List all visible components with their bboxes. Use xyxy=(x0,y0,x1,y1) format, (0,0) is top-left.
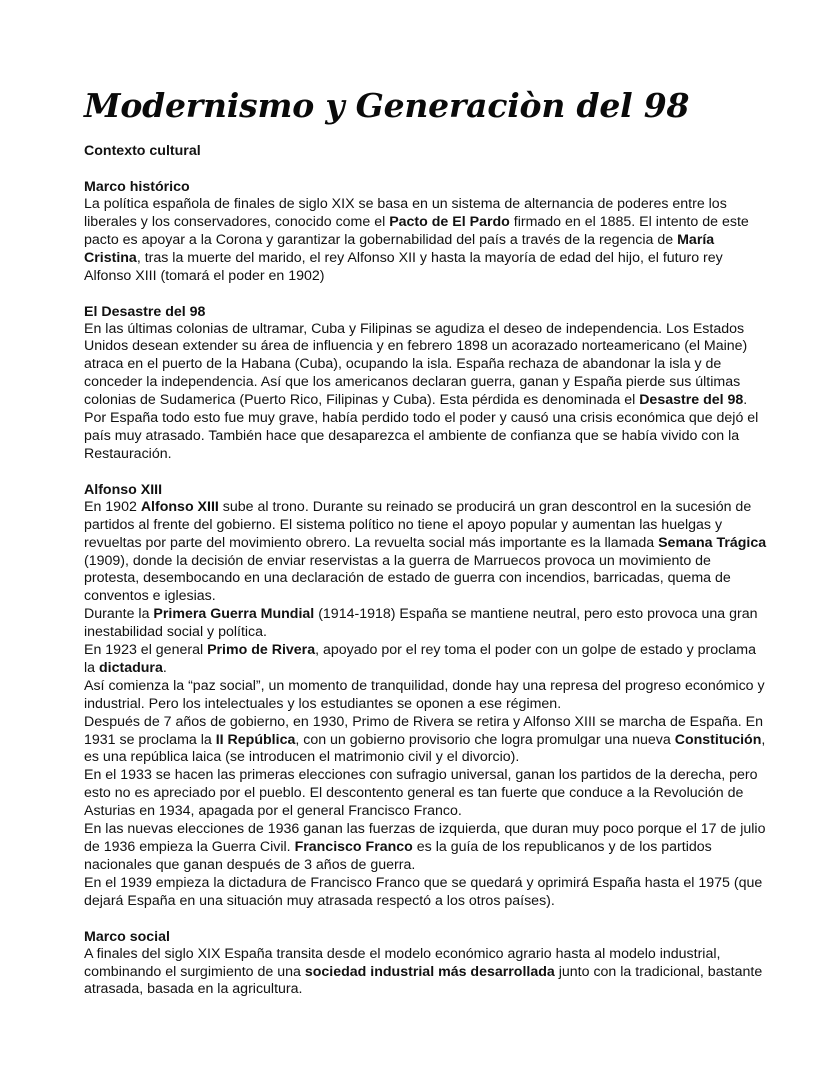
text-run: Así comienza la “paz social”, un momento de tranquilidad, donde hay una represa del progreso económico y industrial. Pero los intelectuales y los estudiantes se oponen a ese régimen. xyxy=(84,677,765,712)
bold-term: II República xyxy=(215,731,296,748)
paragraph xyxy=(84,499,768,606)
bold-term: Desastre del 98 xyxy=(639,392,744,409)
context-heading: Contexto cultural xyxy=(84,143,201,159)
paragraph xyxy=(84,714,768,768)
text-run: Durante la xyxy=(84,606,154,623)
bold-term: Primo de Rivera xyxy=(207,642,316,659)
text-run: es la guía de los republicanos y de los partidos nacionales que ganan después de 3 años de guerra. xyxy=(84,839,712,873)
text-run: . Por España todo esto fue muy grave, había perdido todo el poder y causó una crisis económica que dejó el país muy atrasado. También hace que desaparezca el ambiente de confianza que se había vivido con la Restauración. xyxy=(84,392,759,462)
text-run: (1909), donde la decisión de enviar reservistas a la guerra de Marruecos provoca un movimiento de protesta, desembocando en una declaración de estado de guerra con incendios, barricadas, quema de conventos e iglesias. xyxy=(84,552,731,605)
text-run: En 1923 el general xyxy=(84,642,208,659)
bold-term: Alfonso XIII xyxy=(140,498,219,515)
text-run: En las nuevas elecciones de 1936 ganan las fuerzas de izquierda, que duran muy poco porque el 17 de julio de 1936 empieza la Guerra Civil. xyxy=(84,821,766,855)
text-run: En las últimas colonias de ultramar, Cuba y Filipinas se agudiza el deseo de independencia. Los Estados Unidos desean extender su área de influencia y en febrero 1898 un acorazado norteamericano (el Maine) atraca en el puerto de la Habana (Cuba), ocupando la isla. España rechaza de abandonar la isla y de conceder la independencia. Así que los americanos declaran guerra, ganan y España pierde sus últimas colonias de Sudamerica (Puerto Rico, Filipinas y Cuba). Esta pérdida es denominada el xyxy=(84,320,748,409)
paragraph xyxy=(84,875,768,911)
text-run: . xyxy=(162,659,167,676)
text-run: En el 1933 se hacen las primeras elecciones con sufragio universal, ganan los partidos de la derecha, pero esto no es apreciado por el pueblo. El descontento general es tan fuerte que conduce a la Revolución de Asturias en 1934, apagada por el general Francisco Franco. xyxy=(84,767,758,820)
section-marco-social xyxy=(84,928,768,1000)
text-run: , con un gobierno provisorio che logra promulgar una nueva xyxy=(295,731,675,748)
section-el-desastre-del-98 xyxy=(84,303,768,464)
text-run: En 1902 xyxy=(84,498,141,515)
section-heading: Marco social xyxy=(84,928,170,945)
paragraph xyxy=(84,606,768,642)
text-run: , tras la muerte del marido, el rey Alfonso XII y hasta la mayoría de edad del hijo, el futuro rey Alfonso XIII (tomará el poder en 1902) xyxy=(84,249,723,284)
text-run: Después de 7 años de gobierno, en 1930, Primo de Rivera se retira y Alfonso XIII se marcha de España. En 1931 se proclama la xyxy=(84,713,764,748)
text-run: sube al trono. Durante su reinado se producirá un gran descontrol en la sucesión de partidos al frente del gobierno. El sistema político no tiene el apoyo popular y aumentan las huelgas y revueltas por parte del movimiento obrero. La revuelta social más importante es la llamada xyxy=(84,498,752,551)
text-run: junto con la tradicional, bastante atrasada, basada en la agricultura. xyxy=(84,963,763,998)
text-run: (1914-1918) España se mantiene neutral, pero esto provoca una gran inestabilidad social y política. xyxy=(84,606,758,641)
text-run: La política española de finales de siglo XIX se basa en un sistema de alternancia de poderes entre los liberales y los conservadores, conocido come el xyxy=(84,196,727,230)
paragraph xyxy=(84,767,768,821)
section-heading: El Desastre del 98 xyxy=(84,303,206,320)
bold-term: Constitución xyxy=(674,731,762,748)
bold-term: Primera Guerra Mundial xyxy=(153,606,315,623)
text-run: , apoyado por el rey toma el poder con un golpe de estado y proclama la xyxy=(84,642,756,676)
bold-term: sociedad industrial más desarrollada xyxy=(304,963,555,980)
paragraph xyxy=(84,946,768,1000)
text-run: En el 1939 empieza la dictadura de Francisco Franco que se quedará y oprimirá España hasta el 1975 (que dejará España en una situación muy atrasada respectó a los otros países). xyxy=(84,874,763,909)
bold-term: Semana Trágica xyxy=(658,534,767,551)
paragraph xyxy=(84,321,768,464)
paragraph xyxy=(84,196,768,286)
paragraph xyxy=(84,821,768,875)
paragraph xyxy=(84,678,768,714)
section-marco-histórico xyxy=(84,178,768,286)
bold-term: dictadura xyxy=(98,659,163,676)
paragraph xyxy=(84,642,768,678)
document-body xyxy=(84,178,768,999)
bold-term: María Cristina xyxy=(84,231,715,266)
section-heading: Alfonso XIII xyxy=(84,481,163,498)
text-run: A finales del siglo XIX España transita desde el modelo económico agrario hasta al modelo industrial, combinando el surgimiento de una xyxy=(84,945,721,980)
section-heading: Marco histórico xyxy=(84,179,190,195)
text-run: , es una república laica (se introducen el matrimonio civil y el divorcio). xyxy=(84,731,766,766)
bold-term: Francisco Franco xyxy=(294,839,413,855)
section-alfonso-xiii xyxy=(84,481,768,911)
text-run: firmado en el 1885. El intento de este pacto es apoyar a la Corona y garantizar la gobernabilidad del país a través de la regencia de xyxy=(84,213,749,248)
page-title: Modernismo y Generaciòn del 98 xyxy=(84,86,690,125)
bold-term: Pacto de El Pardo xyxy=(389,213,510,230)
